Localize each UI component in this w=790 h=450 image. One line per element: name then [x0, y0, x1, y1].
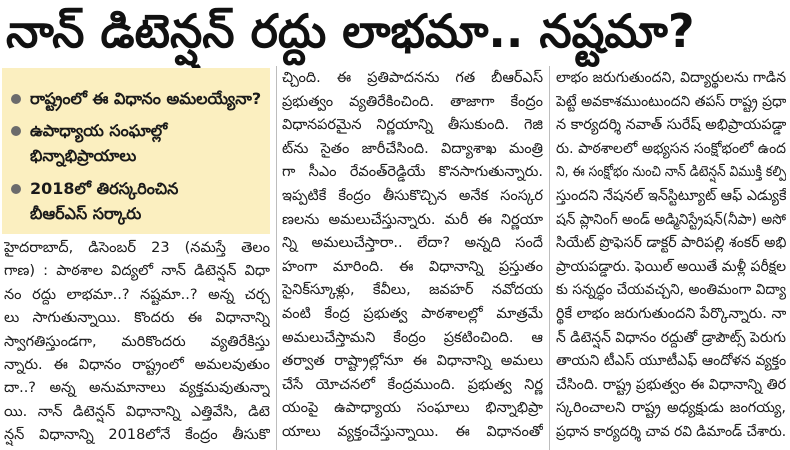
bullet-icon: [11, 94, 21, 104]
article-column-3: [556, 67, 786, 449]
article-line: ణలను అమలుచేస్తున్నారు. మరీ ఈ నిర్ణయా: [282, 211, 543, 228]
article-line: చ్చింది. ఈ ప్రతిపాదనను గత బీఆర్ఎస్: [282, 70, 543, 86]
article-line: దా..? అన్న అనుమానాలు వ్యక్తమవుతున్నా: [4, 380, 270, 397]
article-line: తర్వాత రాష్ట్రాల్లోనూ ఈ విధానాన్ని అమలు: [282, 353, 543, 370]
article-line: న కార్యదర్శి నవాత్ సురేష్ అభిప్రాయపడ్డా: [556, 117, 786, 134]
article-line: కు సన్నద్ధం చేయవచ్చని, అంతిమంగా విద్యా: [556, 282, 786, 299]
article-line: స్తుందని నేషనల్ ఇన్‌స్టిట్యూట్ ఆఫ్ ఎడ్యుకే: [556, 187, 786, 204]
article-line: న్నారు. ఈ విధానం రాష్ట్రంలో అమలవుతుం: [4, 356, 270, 373]
article-line: ర్థికే లాభం జరుగుతుందని పేర్కొన్నారు. నా: [556, 305, 786, 322]
article-line: అమలుచేస్తామని కేంద్రం ప్రకటించింది. ఆ: [282, 329, 543, 346]
article-line: వంటి కేంద్ర ప్రభుత్వ పాఠశాలల్లో మాత్రమే: [282, 305, 543, 322]
column-divider: [549, 66, 550, 450]
article-line: లాభం జరుగుతుందని, విద్యార్థులను గాడిన: [556, 70, 786, 86]
article-column-2: [282, 67, 543, 449]
article-line: యి. నాన్ డిటెన్షన్ విధానాన్ని ఎత్తివేసి, డిటె: [4, 403, 270, 420]
article-line: చేసే యోచనలో కేంద్రముంది. ప్రభుత్వ నిర్ణ: [282, 376, 543, 393]
highlight-item: [2, 176, 270, 226]
highlights-box: [2, 68, 270, 234]
article-line: న్ డిటెన్షన్ విధానం రద్దుతో డ్రాపౌట్స్ పెరుగు: [556, 329, 786, 346]
article-line: ని, ఈ సంక్షోభం నుంచి నాన్ డిటెన్షన్ విముక్తి కల్పి: [556, 164, 786, 181]
column-divider: [276, 66, 277, 450]
article-line: సియేట్ ప్రొఫెసర్ డాక్టర్ పారిపల్లి శంకర్ అభి: [556, 235, 786, 252]
article-line: విధానపరమైన నిర్ణయాన్ని తీసుకుంది. గెజి: [282, 117, 543, 134]
highlight-text: రాష్ట్రంలో ఈ విధానం అమలయ్యేనా?: [30, 89, 262, 108]
article-line: రు. పాఠశాలలో అభ్యసన సంక్షోభంలో ఉంద: [556, 140, 786, 157]
article-line: గాణ) : పాఠశాల విద్యలో నాన్ డిటెన్షన్ విధా: [4, 263, 270, 280]
highlight-text: భిన్నాభిప్రాయాలు: [30, 146, 137, 165]
article-line: యాలు వ్యక్తంచేస్తున్నాయి. ఈ విధానంతో: [282, 423, 543, 440]
article-line: ప్రధాన కార్యదర్శి చావ రవి డిమాండ్ చేశారు.: [556, 423, 786, 440]
article-line: స్కరించాలని రాష్ట్ర అధ్యక్షుడు జంగయ్య,: [556, 400, 786, 417]
article-line: తాయని టీఎస్ యూటీఎఫ్ ఆందోళన వ్యక్తం: [556, 353, 786, 370]
bullet-icon: [11, 126, 21, 136]
article-line: న్షన్ విధానాన్ని 2018లోనే కేంద్రం తీసుకొ: [4, 427, 270, 444]
article-line: లు సాగుతున్నాయి. కొందరు ఈ విధానాన్ని: [4, 310, 270, 327]
article-line: ఇప్పటికే కేంద్రం తీసుకొచ్చిన అనేక సంస్కర: [282, 187, 543, 204]
highlight-item: [2, 118, 270, 168]
article-line: హైదరాబాద్, డిసెంబర్ 23 (నమస్తే తెలం: [4, 240, 270, 256]
article-line: స్వాగతిస్తుండగా, మరికొందరు వ్యతిరేకిస్తు: [4, 333, 270, 350]
article-line: ట్‌ను సైతం జారీచేసింది. విద్యాశాఖ మంత్రి: [282, 140, 543, 157]
article-line: నం రద్దు లాభమా..? నష్టమా..? అన్న చర్చ: [4, 286, 270, 303]
article-line: ప్రభుత్వం వ్యతిరేకించింది. తాజాగా కేంద్రం: [282, 93, 543, 110]
highlight-text: ఉపాధ్యాయ సంఘాల్లో: [30, 121, 168, 140]
article-line: గా సీఎం రేవంత్‌రెడ్డియే కొనసాగుతున్నారు.: [282, 164, 543, 181]
article-line: యంపై ఉపాధ్యాయ సంఘాలు భిన్నాభిప్రా: [282, 400, 543, 417]
article-column-1: [4, 237, 270, 449]
bullet-icon: [11, 184, 21, 194]
highlight-item: [2, 86, 270, 111]
headline: నాన్ డిటెన్షన్ రద్దు లాభమా.. నష్టమా?: [6, 4, 695, 58]
article-line: న్ని అమలుచేస్తారా.. లేదా? అన్నది సందే: [282, 235, 543, 252]
highlight-text: 2018లో తిరస్కరించిన: [30, 179, 179, 198]
article-line: షన్ ప్లానింగ్ అండ్ అడ్మినిస్ట్రేషన్(నీపా) అసో: [556, 211, 786, 228]
article-line: సైనిక్‌స్కూళ్లు, కేవీలు, జవహర్ నవోదయ: [282, 282, 543, 299]
article-line: పెట్టే అవకాశముంటుందని తపస్ రాష్ట్ర ప్రధా: [556, 93, 786, 110]
article-line: హంగా మారింది. ఈ విధానాన్ని ప్రస్తుతం: [282, 258, 543, 275]
article-line: చేసింది. రాష్ట్ర ప్రభుత్వం ఈ విధానాన్ని తిర: [556, 376, 786, 393]
article-line: ప్రాయపడ్డారు. ఫెయిల్ అయితే మళ్లీ పరీక్షల: [556, 258, 786, 275]
highlight-text: బీఆర్ఎస్ సర్కారు: [30, 204, 142, 223]
